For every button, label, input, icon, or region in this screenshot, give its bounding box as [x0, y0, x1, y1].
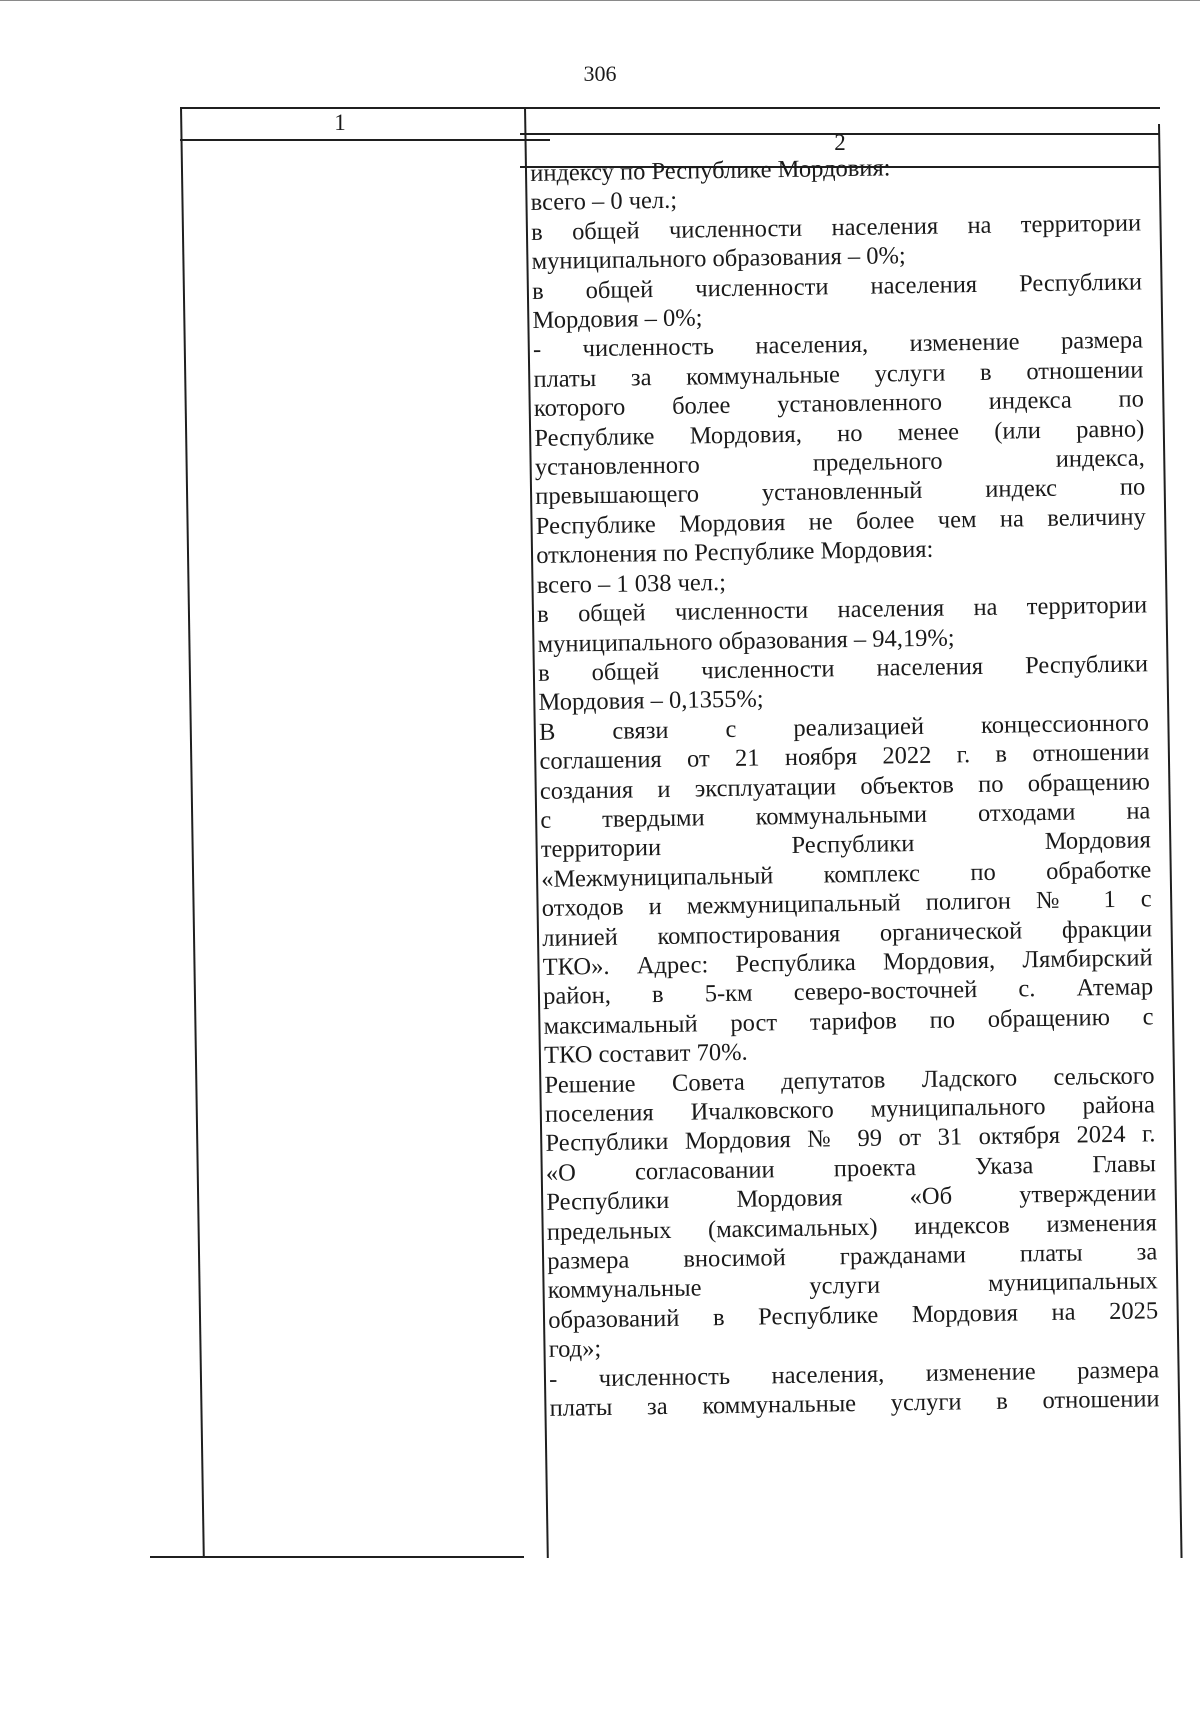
text-line: район, в 5-км северо-восточней с. Атемар — [542, 973, 1154, 1011]
text-line: год»; — [548, 1335, 602, 1364]
text-line: Мордовия – 0,1355%; — [538, 685, 764, 717]
text-line: отходов и межмуниципальный полигон № 1 с — [541, 885, 1152, 923]
text-line: установленного предельного индекса, — [534, 444, 1145, 482]
text-line: Республике Мордовия, но менее (или равно) — [534, 415, 1145, 452]
text-line: создания и эксплуатации объектов по обращению — [539, 767, 1151, 805]
text-line: поселения Ичалковского муниципального района — [544, 1091, 1156, 1128]
text-line: Мордовия – 0%; — [532, 304, 703, 335]
text-line: Решение Совета депутатов Ладского сельского — [544, 1061, 1155, 1099]
text-line: «О согласовании проекта Указа Главы — [545, 1150, 1157, 1187]
text-line: образований в Республике Мордовия на 2025 — [548, 1297, 1159, 1334]
text-line: муниципального образования – 94,19%; — [537, 623, 955, 658]
column-header-2: 2 — [834, 130, 846, 155]
text-line: Республике Мордовия не более чем на величину — [535, 503, 1146, 540]
text-line: Республики Мордовия «Об утверждении — [546, 1179, 1157, 1217]
text-line: всего – 0 чел.; — [530, 187, 678, 217]
text-line: В связи с реализацией концессионного — [538, 709, 1150, 746]
text-line: с твердыми коммунальными отходами на — [540, 797, 1151, 834]
text-line: соглашения от 21 ноября 2022 г. в отношении — [539, 738, 1150, 776]
table-left-border — [180, 107, 205, 1558]
column-header-1: 1 — [334, 110, 346, 135]
header-divider-col1 — [180, 139, 550, 141]
text-line: в общей численности населения Республики — [537, 650, 1149, 687]
text-line: в общей численности населения Республики — [531, 268, 1143, 305]
text-line: - численность населения, изменение размера — [548, 1355, 1160, 1393]
text-line: отклонения по Республике Мордовия: — [536, 535, 934, 570]
text-line: - численность населения, изменение размера — [532, 326, 1144, 364]
text-line: которого более установленного индекса по — [533, 385, 1145, 423]
page-top-edge — [0, 0, 1200, 1]
text-line: индексу по Республике Мордовия: — [530, 154, 891, 187]
text-line: «Межмуниципальный комплекс по обработке — [541, 856, 1152, 893]
text-line: Республики Мордовия № 99 от 31 октября 2024 г. — [545, 1120, 1156, 1158]
table-bottom-border-col1 — [150, 1556, 524, 1558]
text-line: предельных (максимальных) индексов изменения — [546, 1208, 1157, 1246]
text-line: в общей численности населения на территории — [530, 209, 1142, 246]
text-line: в общей численности населения на территории — [536, 591, 1148, 629]
text-line: муниципального образования – 0%; — [531, 242, 906, 276]
column-2-cell-text — [530, 149, 1160, 1423]
text-line: платы за коммунальные услуги в отношении — [533, 356, 1144, 393]
text-line: размера вносимой гражданами платы за — [547, 1238, 1158, 1275]
text-line: ТКО составит 70%. — [543, 1038, 748, 1070]
text-line: платы за коммунальные услуги в отношении — [549, 1385, 1160, 1422]
text-line: превышающего установленный индекс по — [535, 473, 1146, 511]
text-line: максимальный рост тарифов по обращению с — [543, 1003, 1154, 1040]
text-line: линией компостирования органической фракции — [542, 914, 1153, 952]
text-line: всего – 1 038 чел.; — [536, 568, 727, 599]
page-number: 306 — [583, 61, 617, 86]
text-line: территории Республики Мордовия — [540, 826, 1151, 864]
text-line: коммунальные услуги муниципальных — [547, 1267, 1158, 1305]
table-right-border — [1158, 124, 1183, 1558]
text-line: ТКО». Адрес: Республика Мордовия, Лямбирский — [542, 944, 1153, 981]
